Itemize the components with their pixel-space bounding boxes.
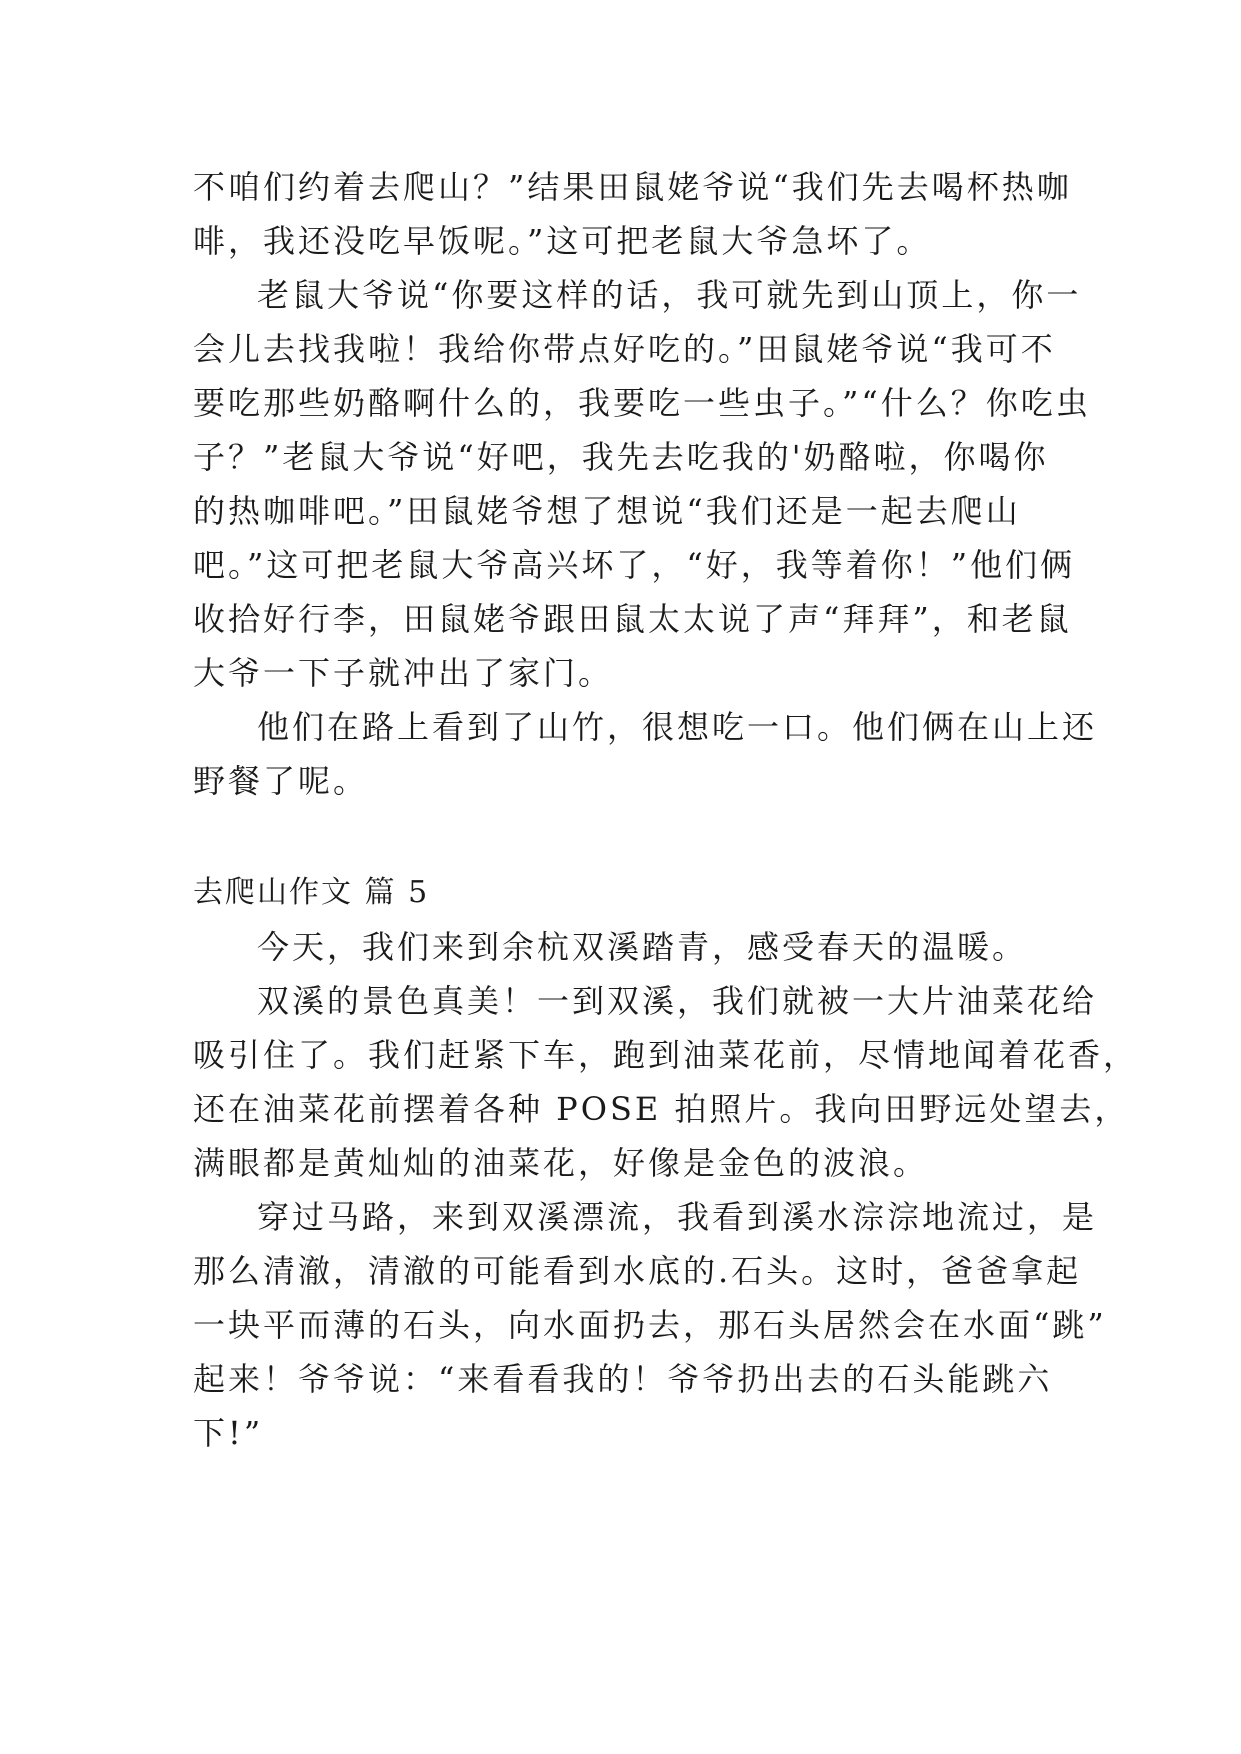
paragraph-line: 他们在路上看到了山竹，很想吃一口。他们俩在山上还 (257, 708, 1098, 746)
paragraph-line: 一块平而薄的石头，向水面扔去，那石头居然会在水面“跳” (193, 1306, 1107, 1344)
paragraph-line: 吸引住了。我们赶紧下车，跑到油菜花前，尽情地闻着花香， (193, 1036, 1139, 1074)
paragraph-line: 会儿去找我啦！我给你带点好吃的。”田鼠姥爷说“我可不 (193, 330, 1056, 368)
paragraph-line: 今天，我们来到余杭双溪踏青，感受春天的温暖。 (257, 928, 1028, 966)
paragraph-line: 老鼠大爷说“你要这样的话，我可就先到山顶上，你一 (257, 276, 1082, 314)
paragraph-line: 起来！爷爷说：“来看看我的！爷爷扔出去的石头能跳六 (193, 1360, 1053, 1398)
paragraph-line: 穿过马路，来到双溪漂流，我看到溪水淙淙地流过，是 (257, 1198, 1098, 1236)
paragraph-line: 野餐了呢。 (193, 762, 369, 800)
paragraph-line: 收拾好行李，田鼠姥爷跟田鼠太太说了声“拜拜”，和老鼠 (193, 600, 1072, 638)
paragraph-line: 下!” (193, 1414, 264, 1452)
section-title: 去爬山作文 篇 5 (193, 875, 430, 910)
paragraph-line: 满眼都是黄灿灿的油菜花，好像是金色的波浪。 (193, 1144, 929, 1182)
paragraph-line: 啡，我还没吃早饭呢。”这可把老鼠大爷急坏了。 (193, 222, 932, 260)
section-gap (193, 808, 1053, 866)
paragraph-line: 吧。”这可把老鼠大爷高兴坏了，“好，我等着你！”他们俩 (193, 546, 1076, 584)
paragraph-line: 要吃那些奶酪啊什么的，我要吃一些虫子。”“什么？你吃虫 (193, 384, 1091, 422)
paragraph-line: 的热咖啡吧。”田鼠姥爷想了想说“我们还是一起去爬山 (193, 492, 1021, 530)
document-page (193, 160, 1139, 1460)
paragraph-line: 大爷一下子就冲出了家门。 (193, 654, 614, 692)
paragraph-line: 双溪的景色真美！一到双溪，我们就被一大片油菜花给 (257, 982, 1098, 1020)
paragraph-line: 还在油菜花前摆着各种 POSE 拍照片。我向田野远处望去， (193, 1090, 1130, 1128)
paragraph-line: 那么清澈，清澈的可能看到水底的.石头。这时，爸爸拿起 (193, 1252, 1082, 1290)
paragraph-line: 子？”老鼠大爷说“好吧，我先去吃我的'奶酪啦，你喝你 (193, 438, 1049, 476)
paragraph-line: 不咱们约着去爬山？”结果田鼠姥爷说“我们先去喝杯热咖 (193, 168, 1072, 206)
